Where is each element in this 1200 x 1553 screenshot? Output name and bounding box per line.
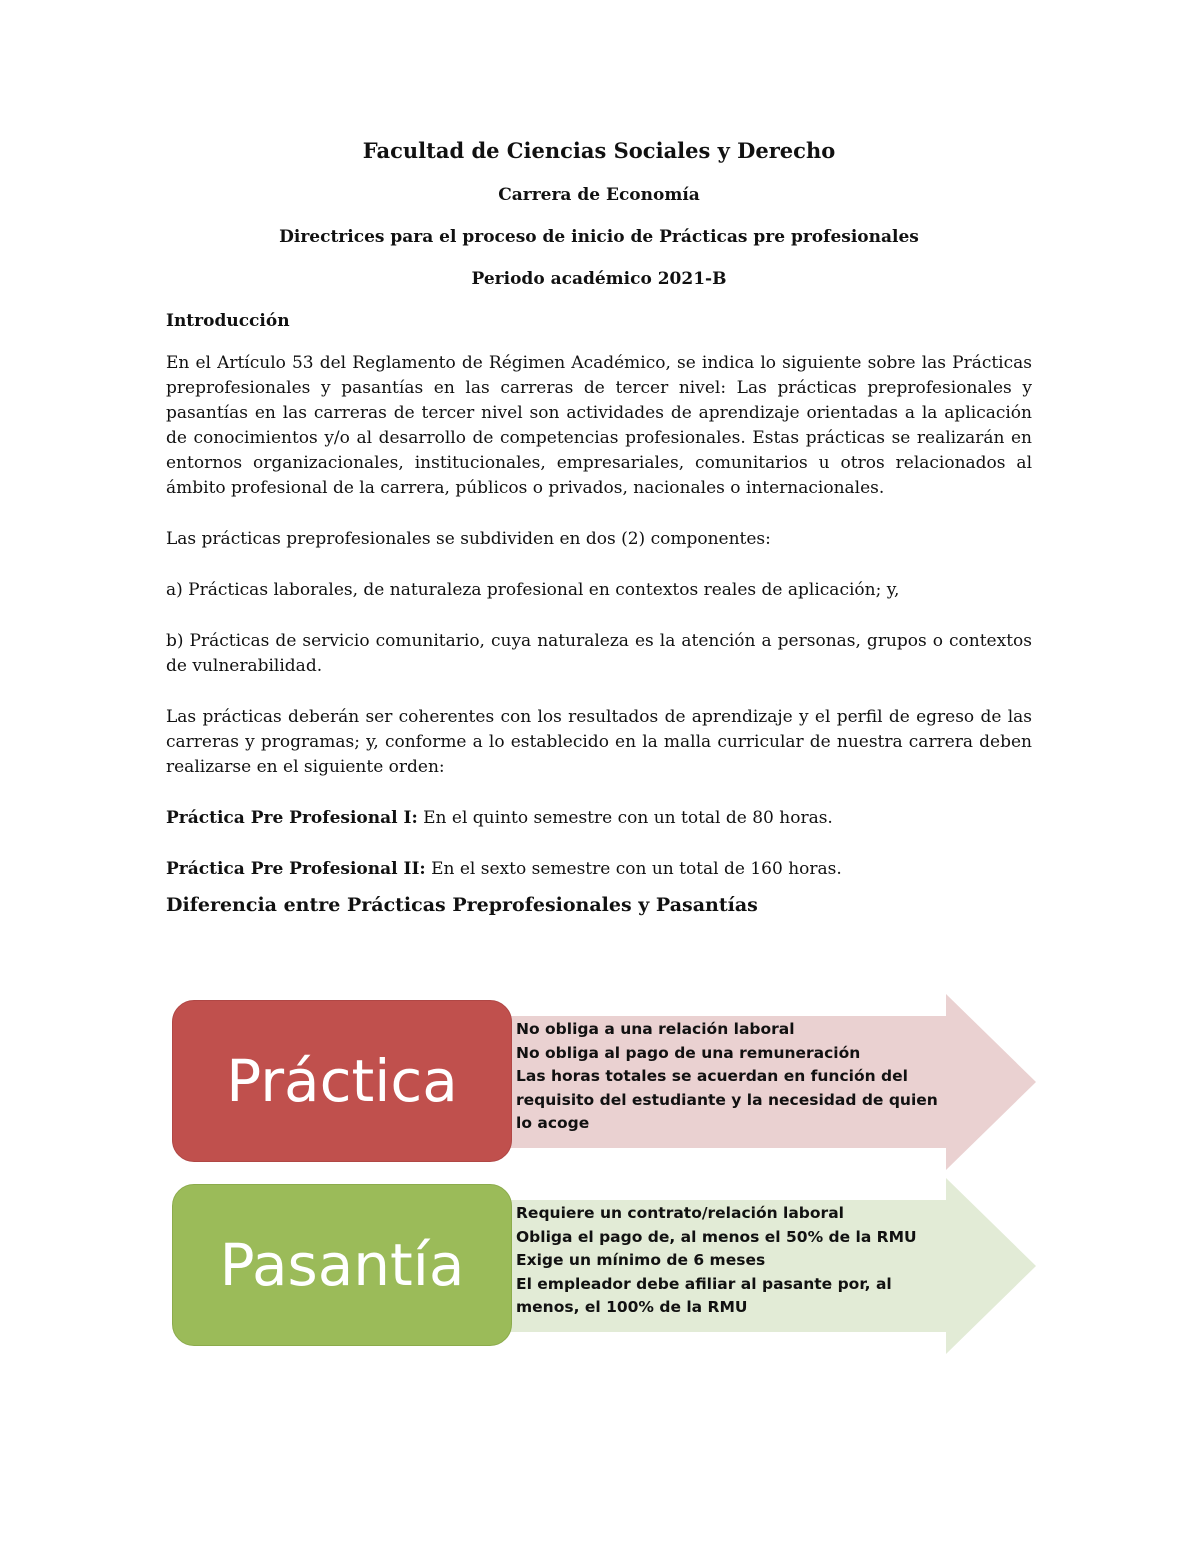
pasantia-item: El empleador debe afiliar al pasante por, al menos, el 100% de la RMU bbox=[516, 1274, 892, 1316]
difference-heading: Diferencia entre Prácticas Preprofesionales y Pasantías bbox=[166, 894, 758, 916]
order-paragraph: Las prácticas deberán ser coherentes con los resultados de aprendizaje y el perfil de egreso de las carreras y programas; y, conforme a lo establecido en la malla curricular de nuestra carrera deben realizarse en el siguiente orden: bbox=[166, 707, 1032, 777]
practica-diagram bbox=[170, 994, 1036, 1170]
pasantia-box bbox=[172, 1184, 512, 1346]
document-body bbox=[166, 138, 1032, 916]
practica-box bbox=[172, 1000, 512, 1162]
practica-label: Práctica bbox=[226, 1047, 458, 1115]
practice-1 bbox=[166, 806, 1032, 831]
academic-period: Periodo académico 2021-B bbox=[471, 269, 727, 289]
practice-2 bbox=[166, 857, 1032, 882]
pasantia-item: Exige un mínimo de 6 meses bbox=[516, 1251, 766, 1269]
pasantia-label: Pasantía bbox=[219, 1231, 465, 1299]
practice-2-label: Práctica Pre Profesional II: bbox=[166, 859, 426, 879]
document-title: Facultad de Ciencias Sociales y Derecho bbox=[362, 138, 836, 163]
pasantia-items bbox=[516, 1202, 956, 1320]
pasantia-item: Requiere un contrato/relación laboral bbox=[516, 1204, 844, 1222]
components-paragraph: Las prácticas preprofesionales se subdividen en dos (2) componentes: bbox=[166, 529, 771, 549]
practica-item: No obliga a una relación laboral bbox=[516, 1020, 795, 1038]
practica-items bbox=[516, 1018, 956, 1136]
component-a: a) Prácticas laborales, de naturaleza profesional en contextos reales de aplicación; y, bbox=[166, 580, 900, 600]
practica-item: No obliga al pago de una remuneración bbox=[516, 1043, 861, 1062]
practice-2-text: En el sexto semestre con un total de 160 horas. bbox=[425, 859, 842, 879]
practice-1-text: En el quinto semestre con un total de 80 horas. bbox=[417, 808, 833, 828]
component-b: b) Prácticas de servicio comunitario, cuya naturaleza es la atención a personas, grupos o contextos de vulnerabilidad. bbox=[166, 631, 1032, 676]
pasantia-diagram bbox=[170, 1178, 1036, 1354]
career-name: Carrera de Economía bbox=[498, 185, 700, 205]
practica-item: Las horas totales se acuerdan en función del requisito del estudiante y la necesidad de quien lo acoge bbox=[516, 1067, 938, 1132]
guidelines-title: Directrices para el proceso de inicio de Prácticas pre profesionales bbox=[279, 227, 919, 247]
intro-heading: Introducción bbox=[166, 311, 290, 331]
practice-1-label: Práctica Pre Profesional I: bbox=[166, 808, 418, 828]
intro-paragraph: En el Artículo 53 del Reglamento de Régimen Académico, se indica lo siguiente sobre las Prácticas preprofesionales y pasantías en las carreras de tercer nivel: Las prácticas preprofesionales y pasantías en las carreras de tercer nivel son actividades de aprendizaje orientadas a la aplicación de conocimientos y/o al desarrollo de competencias profesionales. Estas prácticas se realizarán en entornos organizacionales, institucionales, empresariales, comunitarios u otros relacionados al ámbito profesional de la carrera, públicos o privados, nacionales o internacionales. bbox=[166, 353, 1032, 498]
pasantia-item: Obliga el pago de, al menos el 50% de la RMU bbox=[516, 1227, 917, 1246]
